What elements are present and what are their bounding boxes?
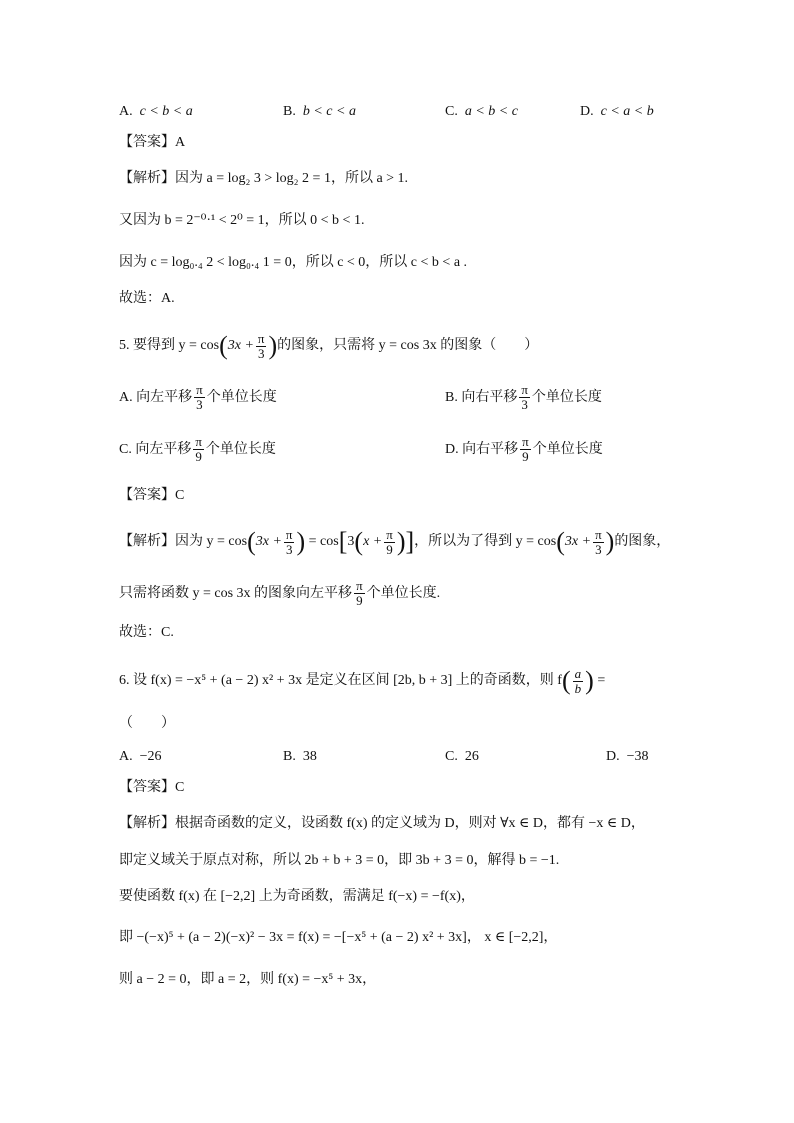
fraction-denominator: 9 (386, 541, 393, 557)
analysis-text: 只需将函数 y = cos 3x 的图象向左平移 (119, 586, 353, 601)
q5-answer: 【答案】C (119, 488, 185, 503)
fraction (520, 435, 531, 464)
q6-analysis-line-1: 【解析】根据奇函数的定义，设函数 f(x) 的定义域为 D，则对 ∀x ∈ D，都有 −x ∈ D， (119, 816, 645, 831)
paren-left: ( (556, 527, 565, 556)
fraction-denominator: 3 (595, 541, 602, 557)
fraction-numerator: a (574, 665, 582, 681)
q4-conclusion: 故选：A. (119, 291, 175, 306)
option-text: c < b < a (139, 104, 193, 119)
fraction-numerator: π (195, 434, 202, 450)
option-prefix: A. 向左平移 (119, 390, 193, 405)
fraction-numerator: π (386, 526, 393, 542)
stem-text: 6. 设 f(x) = −x⁵ + (a − 2) x² + 3x 是定义在区间 [2b, b + 3] 上的奇函数，则 f (119, 673, 562, 689)
fraction (593, 528, 604, 557)
option-letter: A. (119, 749, 133, 764)
option-letter: C. (445, 749, 458, 764)
q6-analysis-line-2: 即定义域关于原点对称，所以 2b + b + 3 = 0，即 3b + 3 = 0，解得 b = −1. (119, 853, 560, 868)
fraction (384, 528, 395, 557)
q4-option-d (580, 102, 654, 122)
option-text: −38 (626, 749, 649, 764)
q6-option-d (606, 747, 649, 767)
fraction (256, 332, 267, 361)
paren-left: ( (247, 527, 256, 556)
fraction (573, 667, 584, 696)
paren-right: ) (396, 527, 406, 556)
paren-right: ) (605, 527, 615, 556)
fraction (194, 383, 205, 412)
option-letter: C. (445, 104, 458, 119)
analysis-math: 3x + (255, 534, 282, 550)
q6-stem-blank: （ ） (119, 716, 175, 731)
fraction-denominator: 9 (522, 449, 529, 465)
q4-option-c (445, 102, 518, 122)
q5-option-c (119, 434, 276, 466)
option-text: c < a < b (600, 104, 654, 119)
fraction-numerator: π (522, 434, 529, 450)
q4-analysis-line-2: 又因为 b = 2⁻⁰·¹ < 2⁰ = 1，所以 0 < b < 1. (119, 213, 365, 228)
fraction-denominator: 3 (196, 397, 203, 413)
q6-option-c (445, 747, 479, 767)
q6-analysis-line-3: 要使函数 f(x) 在 [−2,2] 上为奇函数，需满足 f(−x) = −f(x)， (119, 889, 475, 904)
q6-analysis-line-4: 即 −(−x)⁵ + (a − 2)(−x)² − 3x = f(x) = −[−x⁵ + (a − 2) x² + 3x]， x ∈ [−2,2]， (119, 930, 558, 945)
q4-option-b (283, 102, 356, 122)
fraction (519, 383, 530, 412)
analysis-math: x + (363, 534, 383, 550)
paren-left: ( (354, 527, 364, 556)
option-text: b < c < a (302, 104, 356, 119)
option-letter: B. (283, 749, 296, 764)
analysis-text: = cos (308, 534, 339, 550)
q6-analysis-line-5: 则 a − 2 = 0，即 a = 2，则 f(x) = −x⁵ + 3x， (119, 972, 377, 987)
option-suffix: 个单位长度 (531, 390, 602, 405)
q5-conclusion: 故选：C. (119, 625, 174, 640)
analysis-text: 个单位长度. (366, 586, 441, 601)
q6-option-a (119, 747, 162, 767)
q5-option-b (445, 382, 602, 414)
fraction-numerator: π (356, 578, 363, 594)
paren-right: ) (296, 527, 306, 556)
analysis-text: ，所以为了得到 y = cos (414, 534, 557, 550)
fraction-numerator: π (257, 330, 265, 346)
q4-analysis-line-3: 因为 c = log₀.₄ 2 < log₀.₄ 1 = 0，所以 c < 0，所以 c < b < a . (119, 255, 468, 270)
fraction-denominator: 3 (521, 397, 528, 413)
paren-left: ( (561, 666, 571, 695)
q6-option-b (283, 747, 317, 767)
stem-prefix: 5. 要得到 y = cos (119, 338, 220, 354)
q6-answer: 【答案】C (119, 780, 185, 795)
bracket-left: [ (338, 527, 348, 556)
analysis-math: 3x + (564, 534, 592, 550)
fraction-numerator: π (196, 382, 203, 398)
fraction (354, 579, 365, 608)
fraction-numerator: π (521, 382, 528, 398)
q5-option-a (119, 382, 277, 414)
q4-option-a (119, 102, 193, 122)
option-suffix: 个单位长度 (532, 442, 603, 457)
analysis-math: 3 (347, 534, 355, 550)
option-letter: B. (283, 104, 296, 119)
analysis-text: 【解析】因为 y = cos (119, 534, 248, 550)
analysis-text: 的图象， (614, 534, 671, 550)
bracket-right: ] (405, 527, 415, 556)
option-prefix: B. 向右平移 (445, 390, 518, 405)
q4-analysis-line-1: 【解析】因为 a = log₂ 3 > log₂ 2 = 1，所以 a > 1. (119, 171, 409, 186)
option-letter: D. (606, 749, 620, 764)
q5-analysis-line-2 (119, 578, 440, 610)
fraction-denominator: 3 (257, 345, 265, 361)
option-prefix: C. 向左平移 (119, 442, 192, 457)
q5-option-d (445, 434, 603, 466)
stem-suffix: 的图象，只需将 y = cos 3x 的图象（ ） (277, 338, 539, 354)
paren-right: ) (268, 331, 278, 360)
option-suffix: 个单位长度 (205, 442, 276, 457)
fraction (284, 528, 295, 557)
option-text: a < b < c (464, 104, 518, 119)
option-suffix: 个单位长度 (206, 390, 277, 405)
stem-equals: = (597, 673, 606, 689)
q6-stem (119, 664, 605, 698)
option-text: −26 (139, 749, 162, 764)
fraction-denominator: 9 (356, 593, 363, 609)
option-letter: A. (119, 104, 133, 119)
q5-analysis-line-1 (119, 525, 670, 559)
stem-argument: 3x + (227, 338, 254, 354)
paren-right: ) (585, 666, 594, 695)
option-text: 38 (302, 749, 317, 764)
fraction-numerator: π (285, 526, 293, 542)
paren-left: ( (219, 331, 228, 360)
fraction-numerator: π (595, 526, 602, 542)
q4-answer: 【答案】A (119, 135, 186, 150)
option-text: 26 (464, 749, 479, 764)
option-letter: D. (580, 104, 594, 119)
fraction-denominator: b (574, 680, 582, 696)
q5-stem (119, 330, 538, 362)
fraction (193, 435, 204, 464)
option-prefix: D. 向右平移 (445, 442, 519, 457)
fraction-denominator: 3 (285, 541, 293, 557)
fraction-denominator: 9 (195, 449, 202, 465)
